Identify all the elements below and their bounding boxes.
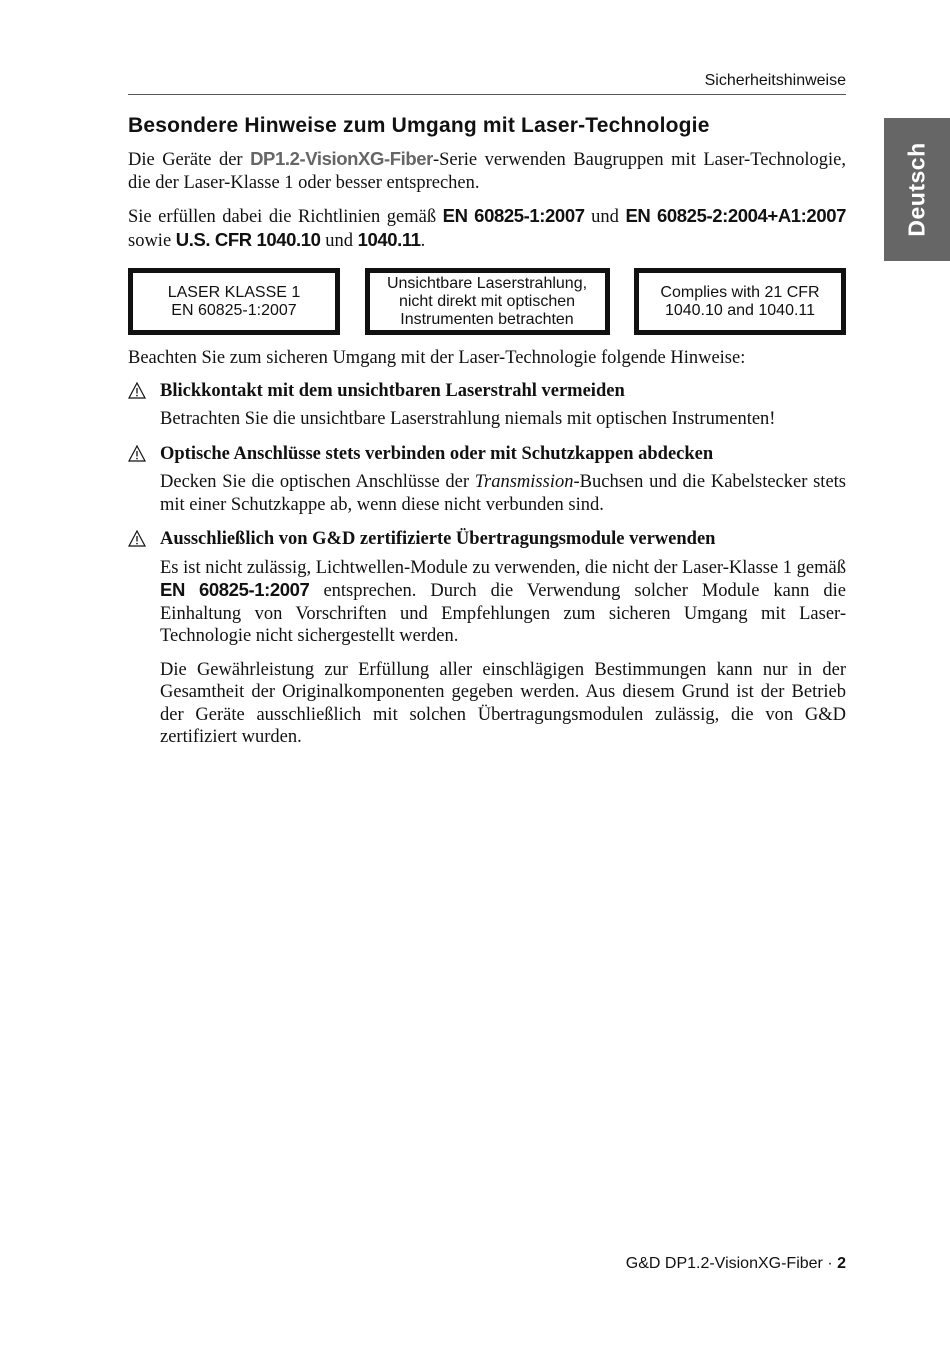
warning-item bbox=[128, 380, 846, 431]
laser-label-row bbox=[128, 268, 846, 335]
label-line: LASER KLASSE 1 bbox=[167, 283, 301, 301]
warranty-text: Die Gewährleistung zur Erfüllung aller einschlägigen Bestimmungen kann nur in der Gesamtheit der Originalkomponenten gegeben werden. Aus diesem Grund ist der Betrieb der Geräte ausschließlich mit solchen Übertragungsmodulen zulässig, die von G&D zertifiziert wurden. bbox=[160, 659, 846, 747]
standard-ref: EN 60825-1:2007 bbox=[442, 205, 585, 226]
cfr-compliance-label bbox=[634, 268, 846, 335]
laser-class-label bbox=[128, 268, 340, 335]
intro-text: Sie erfüllen dabei die Richtlinien gemäß bbox=[128, 207, 443, 227]
running-header bbox=[128, 72, 846, 95]
page-number: 2 bbox=[837, 1255, 846, 1272]
standard-ref: EN 60825-1:2007 bbox=[160, 579, 310, 600]
warning-text-part: Decken Sie die optischen Anschlüsse der bbox=[160, 472, 475, 492]
warning-title: Blickkontakt mit dem unsichtbaren Laserstrahl vermeiden bbox=[160, 380, 625, 401]
language-tab-label: Deutsch bbox=[903, 142, 930, 237]
label-line: Complies with 21 CFR bbox=[660, 283, 820, 301]
intro-text: . bbox=[420, 230, 426, 251]
intro-text: -Serie verwenden Baugruppen mit Laser-Technologie, die der Laser-Klasse 1 oder besser entsprechen. bbox=[128, 150, 846, 193]
warning-title: Optische Anschlüsse stets verbinden oder mit Schutzkappen abdecken bbox=[160, 443, 714, 464]
intro-text: Die Geräte der bbox=[128, 150, 251, 170]
label-line: EN 60825-1:2007 bbox=[171, 301, 297, 319]
label-line: Instrumenten betrachten bbox=[400, 310, 574, 328]
label-line: Unsichtbare Laserstrahlung, bbox=[386, 274, 588, 292]
warning-triangle-icon bbox=[128, 445, 146, 462]
emphasis-term: Transmission bbox=[474, 472, 574, 492]
standard-ref: EN 60825-2:2004+A1:2007 bbox=[625, 205, 846, 226]
intro-paragraph-2 bbox=[128, 205, 846, 252]
language-tab bbox=[884, 118, 950, 261]
laser-warning-label bbox=[365, 268, 610, 335]
warning-text bbox=[160, 471, 846, 516]
warning-text: Betrachten Sie die unsichtbare Laserstrahlung niemals mit optischen Instrumenten! bbox=[160, 409, 776, 429]
page-footer bbox=[128, 1255, 846, 1273]
intro-paragraph-1 bbox=[128, 148, 846, 194]
intro-text: und bbox=[584, 207, 626, 227]
warning-item bbox=[128, 443, 846, 517]
warning-text bbox=[160, 557, 846, 648]
page-title: Besondere Hinweise zum Umgang mit Laser-Technologie bbox=[128, 114, 710, 137]
warning-title: Ausschließlich von G&D zertifizierte Übertragungsmodule verwenden bbox=[160, 529, 716, 549]
warning-item bbox=[128, 528, 846, 749]
warning-text-part: Es ist nicht zulässig, Lichtwellen-Module zu verwenden, die nicht der Laser-Klasse 1 gemäß bbox=[160, 557, 846, 578]
warning-text-part: -Buchsen und die Kabelstecker stets mit einer Schutzkappe ab, wenn diese nicht verbunden sind. bbox=[160, 472, 846, 515]
lead-paragraph: Beachten Sie zum sicheren Umgang mit der Laser-Technologie folgende Hinweise: bbox=[128, 348, 746, 368]
label-line: nicht direkt mit optischen bbox=[398, 292, 576, 310]
intro-text: und bbox=[320, 230, 358, 251]
standard-ref: U.S. CFR 1040.10 bbox=[175, 228, 321, 250]
standard-ref: 1040.11 bbox=[357, 228, 421, 250]
footer-product: G&D DP1.2-VisionXG-Fiber · bbox=[625, 1255, 838, 1272]
page-content bbox=[128, 114, 846, 749]
warning-triangle-icon bbox=[128, 382, 146, 399]
warning-triangle-icon bbox=[128, 530, 146, 547]
warning-text-part: entsprechen. Durch die Verwendung solcher Module kann die Einhaltung von Vorschriften und Empfehlungen zum sicheren Umgang mit Laser-Technologie nicht sichergestellt werden. bbox=[160, 581, 846, 646]
section-title: Sicherheitshinweise bbox=[704, 72, 846, 89]
intro-text: sowie bbox=[128, 230, 176, 251]
product-name: DP1.2-VisionXG-Fiber bbox=[250, 148, 433, 169]
label-line: 1040.10 and 1040.11 bbox=[664, 301, 816, 319]
